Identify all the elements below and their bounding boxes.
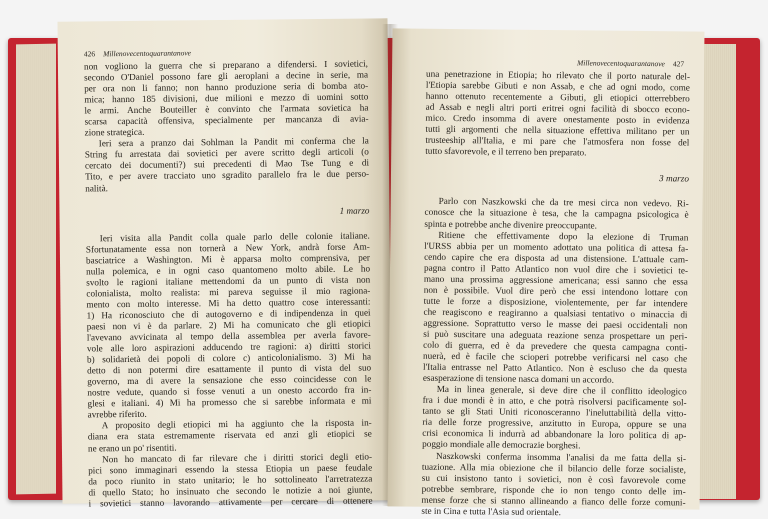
text-line: ne erano un po' risentiti. [87,442,177,453]
text-line: 1) Ha riconosciuto che di autogoverno e di indipendenza in quei [86,307,371,321]
text-line: Sfortunatamente essa non tornerà a New York, andrà forse Am- [85,241,370,255]
text-line: tuazione. Alla mia obiezione che il bilancio delle forze socialiste, [421,461,686,475]
text-line: le armi. Anche Bouteiller è convinto che l'armata sovietica ha [84,102,369,116]
text-line: Ritiene che effettivamente dopo la elezione di Truman [438,229,689,243]
text-line: tutte le forze a disposizione, violentemente, per far intendere [423,295,688,309]
right-page-header [420,57,684,69]
text-line: aggressione. Soprattutto verso le masse dei paesi occidentali non [423,317,688,331]
text-line: Tito, e per avere tracciato uno sgradito parallelo fra le due perso- [85,168,370,182]
text-line: tanto se gli Stati Uniti riconosceranno l'ineluttabilità della vitto- [422,406,687,419]
left-page-header [84,47,362,59]
text-line: non è possibile. Vuol dire però che essi intendono lottare con [423,284,688,298]
text-line: spinta e potrebbe anche divenire preoccupante. [424,218,597,231]
text-line: ria delle forze progressive, anzitutto in Europa, oppure se una [422,417,687,430]
paragraph [425,69,690,160]
text-line: tutti gli argomenti che nella situazione effettiva militano per un [425,123,690,137]
text-line: su cui insistono tanto i sovietici, non è così favorevole come [421,472,686,486]
text-line: scarsa capacità offensiva, specialmente per mancanza di avia- [84,113,369,127]
paragraph [84,58,369,138]
right-page [388,28,705,517]
text-line: Non ho mancato di far rilevare che i diritti storici degli etio- [102,451,373,464]
paragraph [424,196,688,232]
text-line: diana era stata estremamente riservata ed anzi gli etiopici se [87,428,372,442]
text-line: che reagiscono e reagiranno a qualsiasi tentativo o minaccia di [423,306,688,320]
text-line: detto di non potermi dire esattamente il punto di vista del suo [87,362,372,376]
text-line: hanno ottenuto recentemente a Gibuti, gli etiopici otterrebbero [425,90,690,104]
text-line: ste in Cina e tutta l'Asia sud orientale. [421,505,561,517]
text-line: Parlo con Naszkowski che da tre mesi circa non vedevo. Ri- [438,196,689,209]
date-heading: 3 marzo [659,173,690,184]
text-line: potrebbe sembrare, risponde che io non tengo conto delle im- [421,483,686,497]
paragraph [86,230,372,421]
text-line: fra i due mondi è in atto, e che potrà risolversi pacificamente sol- [422,394,687,408]
paragraph [421,450,686,519]
text-line: conosce che la situazione è tesa, che la campagna psicologica è [424,207,689,220]
text-line: si può suscitare una adeguata reazione senza prospettare un peri- [423,328,688,342]
text-line: trusteeship all'Italia, e mi pare che l'atmosfera non fosse del [425,135,690,148]
text-line: basciatrice a Washington. Mi è apparsa molto comprensiva, per [85,252,371,266]
text-line: da poco riunito in stato unitario; le ho sottolineato l'arretratezza [88,473,373,487]
text-line: nostre vedute, quando si fosse venuti a un onesto accordo fra in- [87,384,372,398]
text-line: A proposito degli etiopici mi ha aggiunto che la risposta in- [101,417,372,431]
text-line: colonialista, molto realista: mi pareva seguisse il mio ragiona- [86,285,371,299]
text-line: esasperazione di tensione nasca domani un accordo. [422,372,614,385]
text-line: mense forze che si stanno allineando a fianco delle forze comuni- [421,494,686,508]
text-line: mento con molto interesse. Mi ha detto quattro cose interessanti: [86,296,371,310]
text-line: per ora non li fanno; non hanno produzione seria di bomba ato- [84,80,369,94]
text-line: nuerà, ed è facile che scioperi potrebbe verificarsi nel caso che [423,350,688,364]
text-line: secondo O'Daniel possono fare gli aeroplani a decine in serie, ma [84,69,369,83]
page-number: 427 [672,59,685,69]
text-line: Ieri visita alla Pandit colla quale parlo delle colonie italiane. [99,230,370,243]
text-line: avrebbe riferito. [87,409,147,420]
text-line: pagna contro il Patto Atlantico non vuol dire che i sovietici te- [423,262,689,276]
running-head: Millenovecentoquarantanove [103,48,192,59]
text-line: l'URSS abbia per un momento adottato una politica di attesa fa- [424,240,689,254]
text-line: glesi e italiani. 4) Mi ha promesso che si sarebbe informata e mi [87,395,372,409]
text-line: svolto le ragioni italiane mettendomi da un punto di vista non [86,274,371,288]
left-page-text [84,58,373,509]
text-line: pici sono immaginari essendo la stessa Etiopia un paese feudale [88,462,373,476]
text-line: nalità. [85,182,108,193]
text-line: Ieri sera a pranzo dai Sohlman la Pandit mi conferma che la [98,135,369,149]
text-line: mano una prossima aggressione americana; essi sanno che essa [423,273,688,287]
text-line: paesi non vi è da parlare. 2) Mi ha comunicato che gli etiopici [86,318,371,332]
text-line: governo, ma di avere la sensazione che esso coincidesse con le [87,373,372,387]
text-line: mico. Credo insomma di avere onestamente posto in evidenza [425,112,690,126]
left-page [57,18,392,509]
paragraph [423,229,689,386]
running-head: Millenovecentoquarantanove [576,58,665,69]
text-line: vole alle loro aspirazioni adducendo tre ragioni: a) diritti storici [86,340,371,354]
paragraph [88,451,373,509]
text-line: poggio mondiale alle democrazie borghesi. [422,439,581,451]
text-line: ad Assab e negli altri porti eritrei ogni facilità di sbocco econo- [425,101,690,115]
date-heading: 1 marzo [339,205,370,216]
text-line: tutto sfavorevole, e il terreno ben preparato. [425,146,587,158]
paragraph [85,136,370,194]
text-line: nulla polemica, e in ogni caso quantomeno molto abile. Le ho [86,263,371,277]
text-line: non vogliono la guerra che si preparano a difendersi. I sovietici, [83,58,368,72]
paragraph [88,418,372,454]
text-line: l'Italia entrasse nel Patto Atlantico. Non è escluso che da questa [422,361,688,375]
text-line: di quello Stato; ho insinuato che secondo le notizie a noi giunte, [88,484,373,498]
page-edges-left [16,44,56,495]
text-line: String fu arrestata dai sovietici per avere scritto degli articoli (o [84,146,369,160]
text-line: cercato dei documenti?) sui precedenti di Mao Tse Tung e di [84,157,370,171]
text-line: cendo capire che era disposta ad una distensione. L'attuale cam- [424,251,689,265]
text-line: mica; hanno 185 divisioni, due milioni e mezzo di uomini sotto [84,91,369,105]
text-line: crisi economica li indurrà ad abbandonare la loro politica di ap- [422,428,687,441]
text-line: colo di guerra, ed è da prevedere che questa campagna conti- [423,339,688,353]
text-line: Ma in linea generale, si deve dire che il conflitto ideologico [436,384,687,397]
right-page-text [421,69,690,519]
text-line: zione strategica. [84,127,145,138]
text-line: l'Etiopia sarebbe Gibuti e non Assab, e che ad ogni modo, come [425,79,690,93]
paragraph [422,384,687,453]
text-line: l'avevano avvicinata al tempo della assemblea per averla favore- [86,329,371,343]
text-line: i sovietici stanno lavorando attivamente per cercare di ottenere [88,495,373,509]
text-line: b) solidarietà dei popoli di colore c) anticolonialismo. 3) Mi ha [86,351,372,365]
text-line: Naszkowski conferma insomma l'analisi da me fatta della si- [435,450,687,463]
text-line: una penetrazione in Etiopia; ho rilevato che il porto naturale del- [425,68,691,82]
page-number: 426 [83,49,96,59]
